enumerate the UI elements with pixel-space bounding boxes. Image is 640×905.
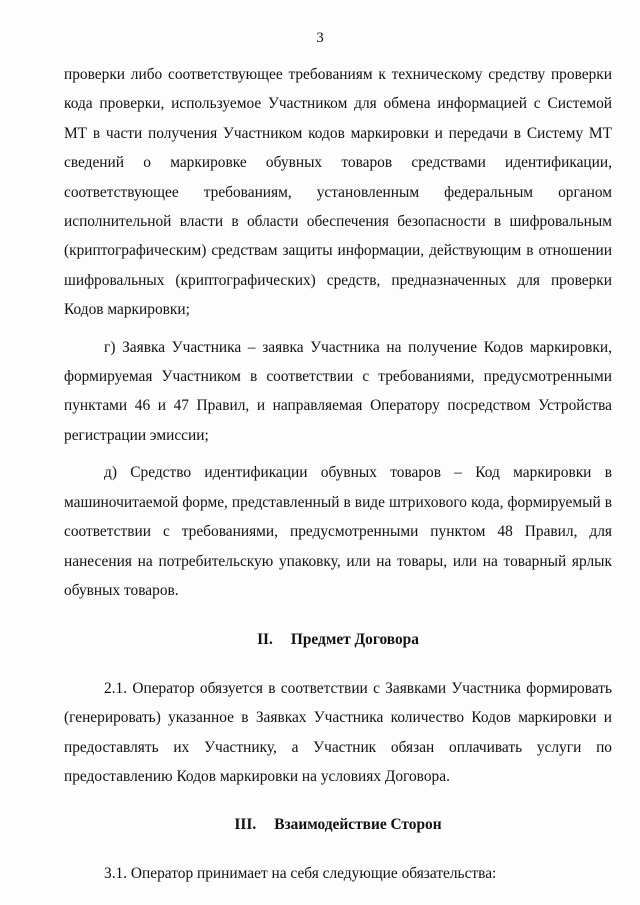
paragraph-clause-2-1: 2.1. Оператор обязуется в соответствии с Заявками Участника формировать (генерировать) указанное в Заявках Участника количество Кодов маркировки и предоставлять их Участнику, а Участник обязан оплачивать услуги по предоставлению Кодов маркировки на условиях Договора. — [64, 679, 612, 785]
paragraph-item-d: д) Средство идентификации обувных товаров – Код маркировки в машиночитаемой форме, представленный в виде штрихового кода, формируемый в соответствии с требованиями, предусмотренными пунктом 48 Правил, для нанесения на потребительскую упаковку, или на товары, или на товарный ярлык обувных товаров. — [64, 464, 612, 599]
section-2-number: II. — [257, 631, 273, 649]
page-number: 3 — [316, 30, 324, 46]
section-heading-2 — [64, 625, 612, 654]
section-heading-3 — [64, 810, 612, 839]
document-body — [64, 60, 612, 888]
paragraph-item-g: г) Заявка Участника – заявка Участника на получение Кодов маркировки, формируемая Участником в соответствии с требованиями, предусмотренными пунктами 46 и 47 Правил, и направляемая Оператору посредством Устройства регистрации эмиссии; — [64, 338, 612, 444]
paragraph-continuation: проверки либо соответствующее требованиям к техническому средству проверки кода проверки, используемое Участником для обмена информацией с Системой МТ в части получения Участником кодов маркировки и передачи в Систему МТ сведений о маркировке обувных товаров средствами идентификации, соответствующее требованиям, установленным федеральным органом исполнительной власти в области обеспечения безопасности в шифровальным (криптографическим) средствам защиты информации, действующим в отношении шифровальных (криптографических) средств, предназначенных для проверки Кодов маркировки; — [64, 66, 612, 319]
paragraph-clause-3-1: 3.1. Оператор принимает на себя следующие обязательства: — [104, 864, 497, 882]
section-3-number: III. — [234, 816, 257, 834]
section-3-title: Взаимодействие Сторон — [274, 816, 442, 834]
section-2-title: Предмет Договора — [290, 631, 419, 649]
